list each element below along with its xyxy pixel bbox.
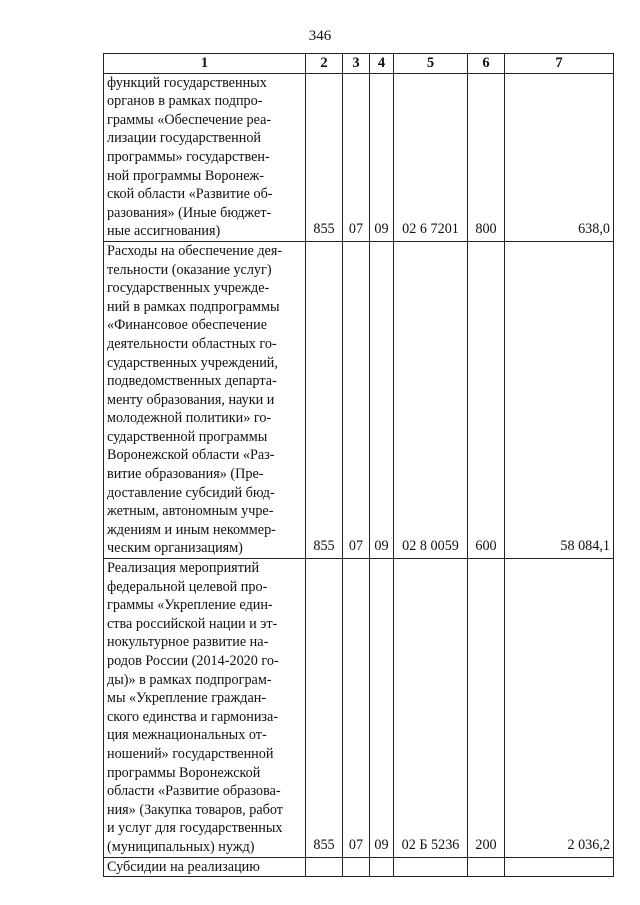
description-line: Расходы на обеспечение дея- [107,242,283,259]
empty-cell [505,857,614,877]
empty-cell [468,857,505,877]
description-line: жетным, автономным учре- [107,503,274,520]
header-col-2: 2 [306,54,343,74]
subsection-code: 09 [370,559,394,858]
description-line: ждениям и иным некоммер- [107,521,276,538]
target-article-code: 02 8 0059 [394,241,468,558]
description-line: доставление субсидий бюд- [107,484,275,501]
row-description [104,559,306,858]
table-row [104,73,614,241]
description-line: ция межнациональных от- [107,727,267,744]
row-description [104,241,306,558]
description-line: тельности (оказание услуг) [107,261,272,278]
description-line: молодежной политики» го- [107,410,272,427]
description-line: менту образования, науки и [107,391,275,408]
description-line: лизации государственной [107,130,262,147]
row-description [104,73,306,241]
table-row-partial [104,857,614,877]
description-line: разования» (Иные бюджет- [107,204,272,221]
description-line: ния» (Закупка товаров, работ [107,801,283,818]
description-line: функций государственных [107,74,267,91]
description-line: «Финансовое обеспечение [107,317,268,334]
description-line: ные ассигнования) [107,223,221,240]
description-line: органов в рамках подпро- [107,93,263,110]
description-line: области «Развитие образова- [107,783,281,800]
empty-cell [306,857,343,877]
amount: 2 036,2 [505,559,614,858]
description-line: ческим организациям) [107,540,243,557]
header-col-4: 4 [370,54,394,74]
description-line: витие образования» (Пре- [107,466,264,483]
description-line: родов России (2014-2020 го- [107,653,279,669]
section-code: 07 [343,73,370,241]
description-line: ношений» государственной [107,745,274,762]
table-row [104,241,614,558]
description-line: программы Воронежской [107,764,261,781]
target-article-code: 02 6 7201 [394,73,468,241]
section-code: 07 [343,241,370,558]
description-line: и услуг для государственных [107,820,283,837]
empty-cell [343,857,370,877]
ministry-code: 855 [306,73,343,241]
header-col-5: 5 [394,54,468,74]
section-code: 07 [343,559,370,858]
expense-type-code: 600 [468,241,505,558]
empty-cell [394,857,468,877]
description-line: (муниципальных) нужд) [107,838,255,855]
description-line: мы «Укрепление граждан- [107,690,267,707]
amount: 58 084,1 [505,241,614,558]
description-line: ской области «Развитие об- [107,186,273,203]
ministry-code: 855 [306,559,343,858]
header-col-1: 1 [104,54,306,74]
description-line: деятельности областных го- [107,335,277,352]
description-line: государственных учрежде- [107,280,270,297]
page-number: 346 [308,28,332,44]
row-description: Субсидии на реализацию [104,857,306,877]
expense-type-code: 800 [468,73,505,241]
header-row [104,54,614,74]
amount: 638,0 [505,73,614,241]
description-line: граммы «Укрепление един- [107,597,273,614]
description-line: сударственной программы [107,428,268,445]
ministry-code: 855 [306,241,343,558]
description-line: программы» государствен- [107,148,270,165]
target-article-code: 02 Б 5236 [394,559,468,858]
description-line: ной программы Воронеж- [107,167,265,184]
subsection-code: 09 [370,73,394,241]
header-col-6: 6 [468,54,505,74]
table-row [104,559,614,858]
description-line: подведомственных департа- [107,373,277,390]
expense-type-code: 200 [468,559,505,858]
header-col-7: 7 [505,54,614,74]
budget-table [103,53,614,877]
description-line: ского единства и гармониза- [107,708,279,725]
description-line: нокультурное развитие на- [107,634,269,651]
description-line: Реализация мероприятий [107,560,260,577]
subsection-code: 09 [370,241,394,558]
description-line: Воронежской области «Раз- [107,447,275,464]
description-line: граммы «Обеспечение реа- [107,111,272,128]
description-line: федеральной целевой про- [107,578,268,595]
empty-cell [370,857,394,877]
description-line: ды)» в рамках подпрограм- [107,671,272,688]
header-col-3: 3 [343,54,370,74]
description-line: ний в рамках подпрограммы [107,298,280,315]
description-line: сударственных учреждений, [107,354,278,371]
description-line: ства российской нации и эт- [107,615,278,632]
